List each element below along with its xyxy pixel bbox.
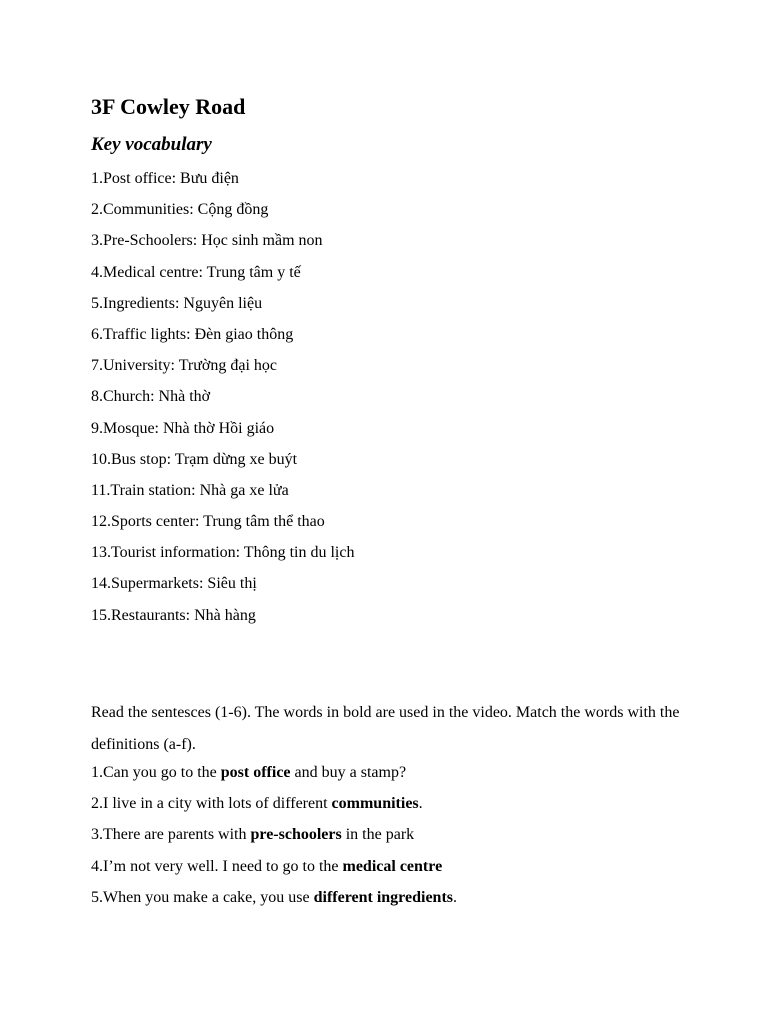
sentence-text: in the park bbox=[341, 826, 415, 844]
bold-keyword: different ingredients bbox=[313, 888, 453, 906]
sentence-item bbox=[91, 760, 457, 791]
vocabulary-item: 9.Mosque: Nhà thờ Hồi giáo bbox=[91, 419, 275, 437]
sentence-text: 1.Can you go to the bbox=[91, 764, 221, 781]
vocabulary-item: 13.Tourist information: Thông tin du lịch bbox=[91, 544, 355, 562]
vocabulary-item: 5.Ingredients: Nguyên liệu bbox=[91, 294, 263, 312]
exercise-instructions: Read the sentesces (1-6). The words in bold are used in the video. Match the words with the definitions (a-f). bbox=[91, 704, 680, 753]
sentence-text: and buy a stamp? bbox=[290, 764, 407, 781]
vocabulary-item: 14.Supermarkets: Siêu thị bbox=[91, 575, 257, 593]
sentence-item bbox=[91, 822, 457, 853]
vocabulary-item: 8.Church: Nhà thờ bbox=[91, 388, 211, 406]
bold-keyword: medical centre bbox=[342, 857, 443, 875]
vocabulary-item: 11.Train station: Nhà ga xe lửa bbox=[91, 481, 289, 499]
sentence-text: 4.I’m not very well. I need to go to the bbox=[91, 857, 343, 875]
bold-keyword: post office bbox=[220, 764, 291, 781]
sentence-item bbox=[91, 854, 457, 885]
sentence-text: 2.I live in a city with lots of different bbox=[91, 795, 332, 813]
sentence-item bbox=[91, 791, 457, 822]
sentence-text: . bbox=[418, 795, 423, 813]
sentence-item bbox=[91, 885, 457, 916]
sentence-text: 3.There are parents with bbox=[91, 826, 251, 844]
vocabulary-item: 12.Sports center: Trung tâm thể thao bbox=[91, 513, 325, 531]
vocabulary-item: 10.Bus stop: Trạm dừng xe buýt bbox=[91, 450, 298, 468]
vocabulary-item: 6.Traffic lights: Đèn giao thông bbox=[91, 325, 294, 343]
vocabulary-item: 15.Restaurants: Nhà hàng bbox=[91, 606, 256, 624]
sentence-text: 5.When you make a cake, you use bbox=[91, 888, 314, 906]
vocabulary-item: 1.Post office: Bưu điện bbox=[91, 170, 239, 187]
bold-keyword: pre-schoolers bbox=[250, 826, 342, 844]
vocabulary-item: 2.Communities: Cộng đồng bbox=[91, 201, 269, 219]
sentence-list bbox=[91, 760, 457, 916]
sentence-text: . bbox=[453, 888, 457, 906]
bold-keyword: communities bbox=[331, 795, 419, 813]
vocabulary-item: 7.University: Trường đại học bbox=[91, 357, 278, 375]
vocabulary-item: 4.Medical centre: Trung tâm y tế bbox=[91, 263, 301, 281]
vocabulary-list bbox=[91, 166, 354, 634]
vocabulary-item: 3.Pre-Schoolers: Học sinh mầm non bbox=[91, 232, 323, 250]
document-title: 3F Cowley Road bbox=[91, 94, 246, 119]
section-heading-key-vocabulary: Key vocabulary bbox=[91, 134, 212, 155]
